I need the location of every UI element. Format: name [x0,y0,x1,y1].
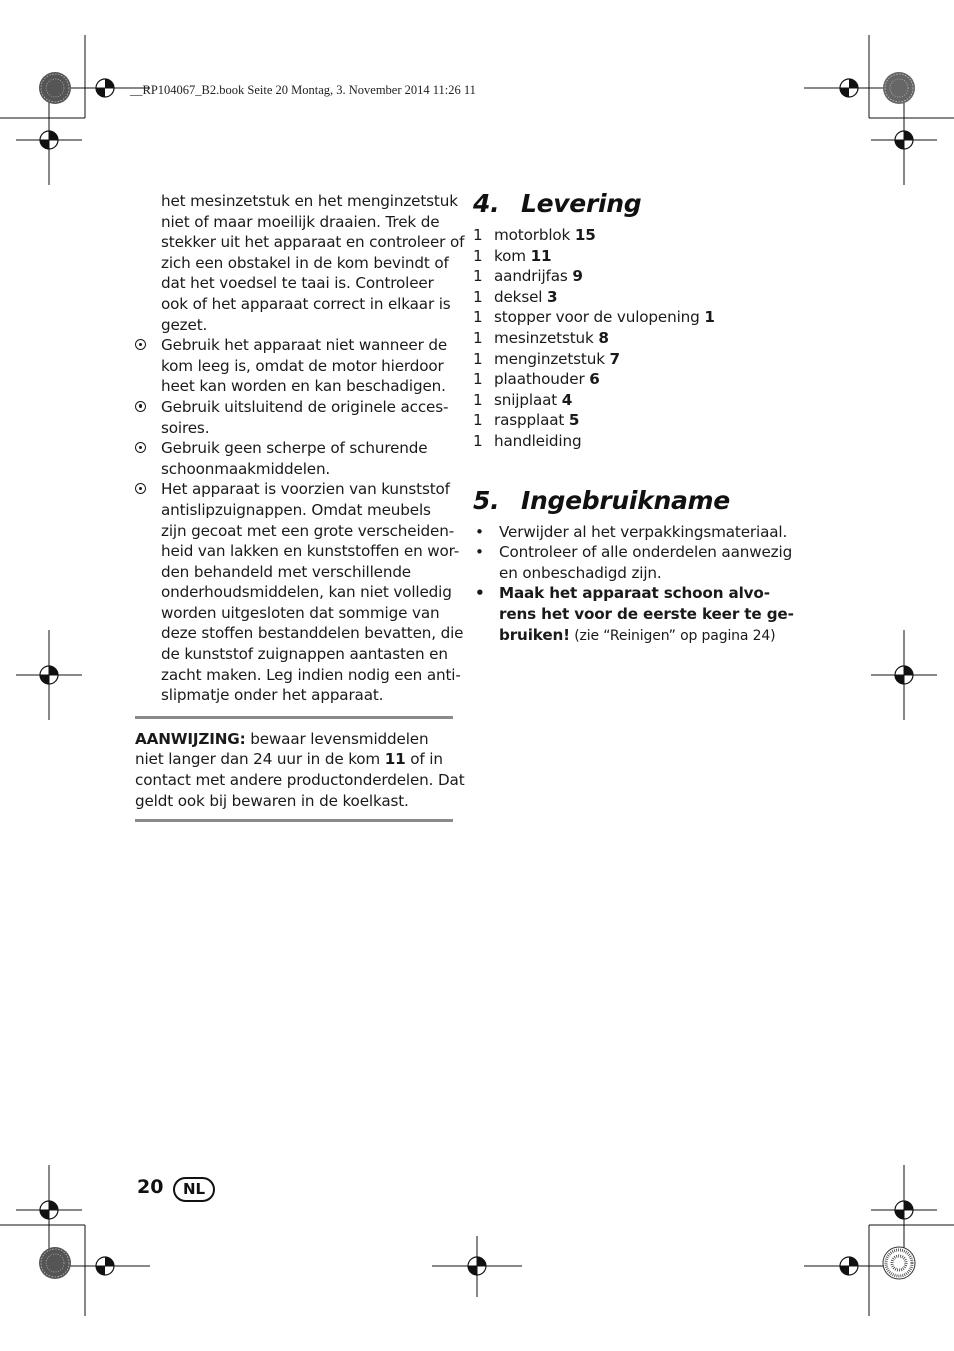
section-heading-levering: 4. Levering [473,189,642,218]
page-number: 20 [137,1176,164,1198]
list-item: 1 raspplaat 5 [473,411,580,430]
list-item: 1 kom 11 [473,246,552,265]
list-item: Gebruik uitsluitend de originele acces- soires. [135,397,453,438]
section-heading-ingebruikname: 5. Ingebruikname [473,485,730,515]
continuation-paragraph: het mesinzetstuk en het menginzetstuk niet of maar moeilijk draaien. Trek de stekker uit het apparaat en controleer of zich een obstakel in de kom bevindt of dat het voedsel te taai is. Controleer ook of het apparaat correct in elkaar is gezet. [161,192,465,334]
list-item: • Verwijder al het verpakkingsmateriaal. [475,522,788,541]
circle-bullet-icon [135,442,146,453]
list-item: 1 mesinzetstuk 8 [473,328,609,347]
note-label: AANWIJZING: [135,729,246,748]
list-item: 1 aandrijfas 9 [473,267,583,286]
right-column [473,187,793,646]
list-item: • Maak het apparaat schoon alvo- rens het voor de eerste keer te ge- bruiken! (zie “Reinigen” op pagina 24) [475,584,794,644]
delivery-list [473,225,793,452]
list-item: 1 menginzetstuk 7 [473,349,620,368]
list-item: 1 snijplaat 4 [473,390,573,409]
circle-bullet-icon [135,401,146,412]
left-column [135,191,465,822]
bullet-icon: • [475,584,485,603]
note-box: AANWIJZING: bewaar levensmiddelen niet langer dan 24 uur in de kom 11 of in contact met andere productonderdelen. Dat geldt ook bij bewaren in de koelkast. [135,716,453,822]
print-header: __RP104067_B2.book Seite 20 Montag, 3. November 2014 11:26 11 [130,83,476,97]
language-badge: NL [173,1177,215,1202]
list-item: • Controleer of alle onderdelen aanwezig en onbeschadigd zijn. [475,543,793,582]
list-item: 1 deksel 3 [473,287,558,306]
list-item: Het apparaat is voorzien van kunststof antislipzuignappen. Omdat meubels zijn gecoat met een grote verscheiden- heid van lakken en kunststoffen en wor- den behandeld met verschillende onderhoudsmiddelen, kan niet volledig worden uitgesloten dat sommige van deze stoffen bestanddelen bevatten, die de kunststof zuignappen aantasten en zacht maken. Leg indien nodig een anti- slipmatje onder het apparaat. [135,479,453,706]
list-item: 1 handleiding [473,431,582,450]
part-ref: 11 [384,750,406,769]
list-item: Gebruik geen scherpe of schurende schoonmaakmiddelen. [135,438,453,479]
list-item: 1 stopper voor de vulopening 1 [473,308,715,327]
list-item: 1 plaathouder 6 [473,370,600,389]
list-item: 1 motorblok 15 [473,226,596,244]
page-reference: (zie “Reinigen” op pagina 24) [569,627,776,644]
circle-bullet-icon [135,483,146,494]
list-item: Gebruik het apparaat niet wanneer de kom leeg is, omdat de motor hierdoor heet kan worden en kan beschadigen. [135,335,453,397]
bullet-icon: • [475,543,484,562]
circle-bullet-icon [135,339,146,350]
startup-list [473,522,793,647]
bullet-icon: • [475,522,484,541]
